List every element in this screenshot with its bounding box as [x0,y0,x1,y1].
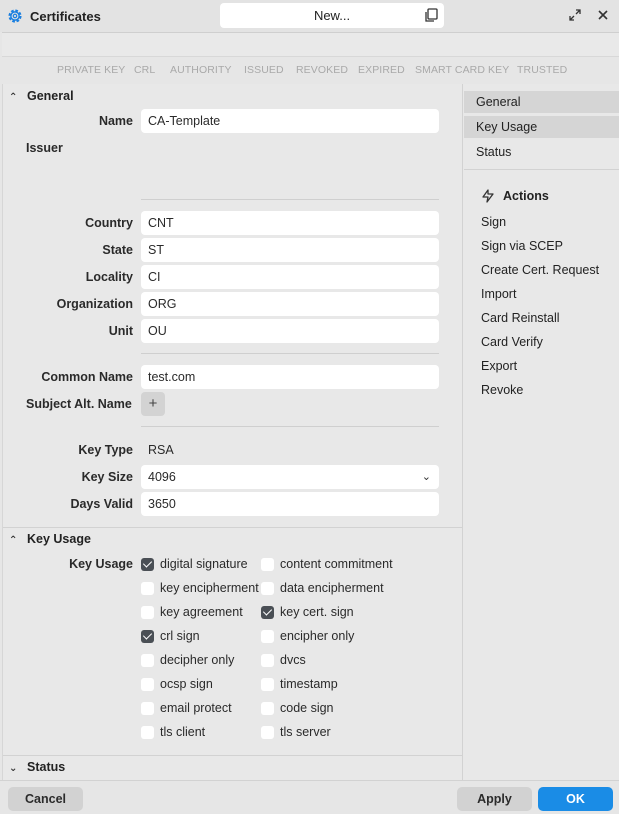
chevron-down-icon: ⌄ [9,763,18,774]
ok-button[interactable]: OK [538,787,613,811]
key-usage-option-label: ocsp sign [160,677,213,691]
key-size-label: Key Size [81,470,133,484]
checkbox-checked[interactable] [141,558,154,571]
sidebar [462,84,619,780]
key-usage-option[interactable] [261,725,331,739]
tab-crl[interactable]: CRL [134,64,156,76]
copy-icon[interactable] [424,8,438,23]
tab-issued[interactable]: ISSUED [244,64,284,76]
country-label: Country [85,216,133,230]
apply-button[interactable]: Apply [457,787,532,811]
title-bar [0,0,619,32]
key-usage-option-label: key cert. sign [280,605,354,619]
sidebar-divider [464,169,619,170]
key-usage-option-label: tls server [280,725,331,739]
common-name-input[interactable]: test.com [141,365,439,389]
title-field-text: New... [313,8,351,23]
add-san-button[interactable]: + [141,392,165,416]
key-size-select[interactable] [141,465,439,489]
title-field[interactable] [220,3,444,28]
general-heading: General [27,89,74,103]
action-card-reinstall[interactable]: Card Reinstall [481,311,560,325]
key-usage-option[interactable] [141,725,205,739]
key-usage-option[interactable] [261,701,334,715]
key-usage-option[interactable] [261,557,393,571]
tab-trusted[interactable]: TRUSTED [517,64,568,76]
key-size-value: 4096 [148,470,176,484]
close-icon[interactable] [596,8,610,22]
san-label: Subject Alt. Name [26,397,132,411]
state-label: State [102,243,133,257]
key-usage-option-label: content commitment [280,557,393,571]
action-create-cert-request[interactable]: Create Cert. Request [481,263,600,277]
status-section-header[interactable] [9,760,65,774]
issuer-divider [141,199,439,200]
key-usage-option-label: encipher only [280,629,355,643]
key-type-label: Key Type [78,443,133,457]
checkbox[interactable] [141,582,154,595]
name-input[interactable]: CA-Template [141,109,439,133]
category-tabs [0,62,619,82]
section-divider [3,755,462,756]
checkbox[interactable] [261,726,274,739]
action-sign-via-scep[interactable]: Sign via SCEP [481,239,563,253]
key-usage-option[interactable] [141,629,200,643]
key-usage-option-label: tls client [160,725,206,739]
status-heading: Status [27,760,66,774]
unit-input[interactable]: OU [141,319,439,343]
tab-smart-card-key[interactable]: SMART CARD KEY [415,64,510,76]
gear-icon[interactable] [6,7,24,25]
checkbox[interactable] [261,630,274,643]
common-name-label: Common Name [41,370,133,384]
tab-authority[interactable]: AUTHORITY [170,64,232,76]
toolbar [2,32,619,57]
key-usage-option-label: email protect [160,701,232,715]
lightning-icon [481,189,495,203]
actions-heading: Actions [503,189,549,203]
key-usage-heading: Key Usage [27,532,91,546]
key-usage-option[interactable] [141,557,248,571]
key-usage-option[interactable] [141,677,213,691]
days-valid-input[interactable]: 3650 [141,492,439,516]
key-usage-option-label: dvcs [280,653,306,667]
checkbox[interactable] [141,606,154,619]
chevron-up-icon: ⌃ [9,535,18,546]
key-usage-option[interactable] [141,605,243,619]
actions-header [481,189,549,203]
checkbox[interactable] [141,702,154,715]
organization-label: Organization [56,297,133,311]
key-usage-option[interactable] [261,677,338,691]
general-section-header[interactable] [9,89,74,103]
unit-label: Unit [108,324,133,338]
checkbox[interactable] [261,702,274,715]
key-usage-option[interactable] [141,581,259,595]
organization-input[interactable]: ORG [141,292,439,316]
key-usage-option-label: code sign [280,701,334,715]
days-valid-label: Days Valid [70,497,133,511]
action-sign[interactable]: Sign [481,215,507,229]
chevron-up-icon: ⌃ [9,92,18,103]
locality-label: Locality [85,270,133,284]
san-divider [141,426,439,427]
action-export[interactable]: Export [481,359,518,373]
action-card-verify[interactable]: Card Verify [481,335,543,349]
action-revoke[interactable]: Revoke [481,383,524,397]
key-usage-option-label: digital signature [160,557,248,571]
checkbox[interactable] [261,654,274,667]
key-usage-option-label: key agreement [160,605,243,619]
sidebar-item-general[interactable]: General [464,91,619,113]
form-panel[interactable] [2,84,462,780]
checkbox[interactable] [261,678,274,691]
app-title: Certificates [30,9,101,24]
key-usage-option[interactable] [141,653,234,667]
tab-revoked[interactable]: REVOKED [296,64,349,76]
state-input[interactable]: ST [141,238,439,262]
checkbox-checked[interactable] [141,630,154,643]
key-usage-option-label: key encipherment [160,581,259,595]
key-usage-option-label: timestamp [280,677,338,691]
name-label: Name [98,114,133,128]
subject-divider [141,353,439,354]
key-usage-option-label: crl sign [160,629,200,643]
issuer-label: Issuer [26,141,63,155]
key-usage-option[interactable] [141,701,232,715]
chevron-down-icon: ⌄ [421,471,431,483]
checkbox-checked[interactable] [261,606,274,619]
tab-expired[interactable]: EXPIRED [358,64,405,76]
key-type-value: RSA [148,443,174,457]
checkbox[interactable] [141,654,154,667]
key-usage-option[interactable] [261,581,384,595]
action-import[interactable]: Import [481,287,517,301]
key-usage-option[interactable] [261,653,306,667]
key-usage-option-label: decipher only [160,653,235,667]
footer [0,780,619,814]
checkbox[interactable] [141,678,154,691]
key-usage-label: Key Usage [69,557,133,571]
section-divider [3,527,462,528]
cancel-button[interactable]: Cancel [8,787,83,811]
key-usage-option[interactable] [261,629,354,643]
key-usage-option[interactable] [261,605,354,619]
checkbox[interactable] [261,558,274,571]
key-usage-option-label: data encipherment [280,581,384,595]
tab-private-key[interactable]: PRIVATE KEY [57,64,126,76]
restore-icon[interactable] [568,8,582,22]
checkbox[interactable] [261,582,274,595]
country-input[interactable]: CNT [141,211,439,235]
sidebar-item-key-usage[interactable]: Key Usage [464,116,619,138]
locality-input[interactable]: CI [141,265,439,289]
checkbox[interactable] [141,726,154,739]
sidebar-item-status[interactable]: Status [476,145,512,159]
key-usage-section-header[interactable] [9,532,91,546]
